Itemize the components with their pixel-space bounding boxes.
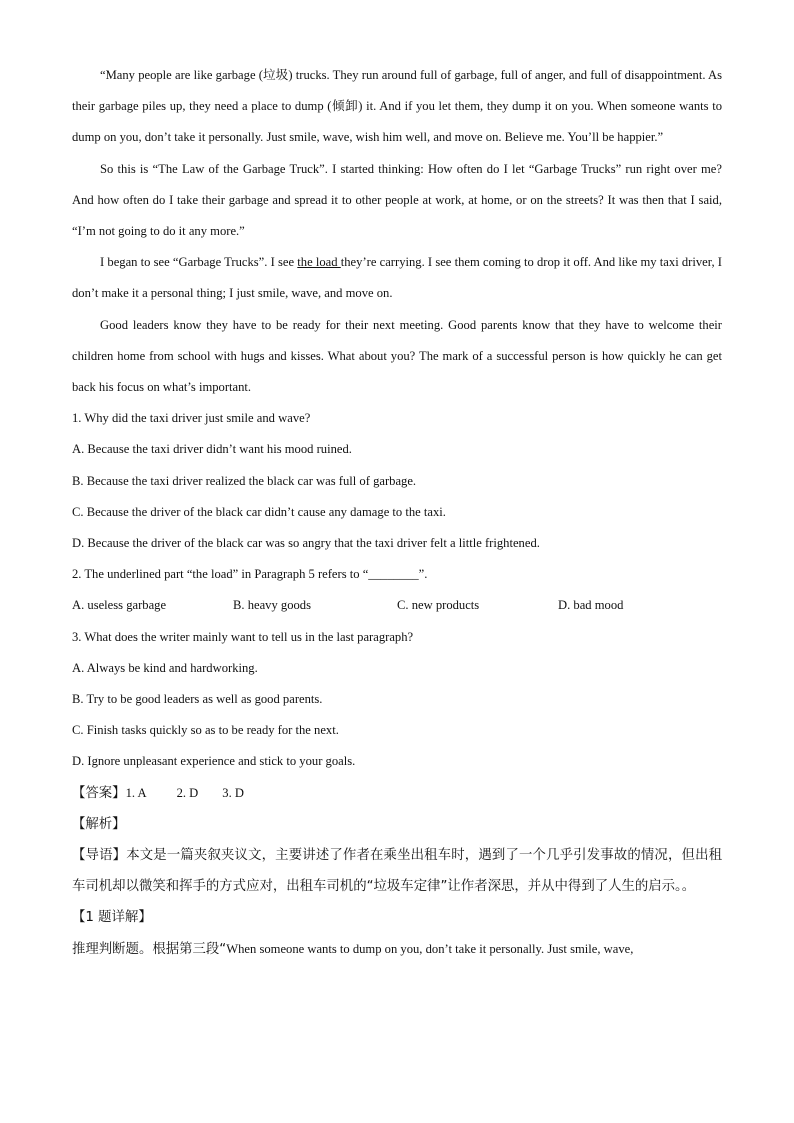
question-1-stem: 1. Why did the taxi driver just smile and wave? [72,411,311,426]
detail-1-text-en: When someone wants to dump on you, don’t take it personally. Just smile, wave, [226,941,634,956]
guide-label: 【导语】 [72,848,127,864]
answer-line [72,778,722,809]
detail-1-label: 【1 题详解】 [72,910,152,926]
question-1-option-b: B. Because the taxi driver realized the black car was full of garbage. [72,473,417,488]
question-2-option-d: D. bad mood [558,598,624,613]
paragraph-3-before: I began to see “Garbage Trucks”. I see [100,255,298,270]
question-2-options [72,590,722,621]
question-3-option-a: A. Always be kind and hardworking. [72,660,258,675]
question-1-option-d: D. Because the driver of the black car was so angry that the taxi driver felt a little frightened. [72,536,540,551]
question-3-stem: 3. What does the writer mainly want to tell us in the last paragraph? [72,629,414,644]
question-3-option-d: D. Ignore unpleasant experience and stick to your goals. [72,754,356,769]
detail-1-text-zh: 推理判断题。根据第三段“ [72,941,227,957]
question-1-option-a: A. Because the taxi driver didn’t want his mood ruined. [72,442,352,457]
question-2-stem: 2. The underlined part “the load” in Paragraph 5 refers to “________”. [72,567,428,582]
answer-3: 3. D [222,785,244,800]
answer-label: 【答案】 [72,785,126,801]
question-1-option-c: C. Because the driver of the black car didn’t cause any damage to the taxi. [72,504,446,519]
answer-2: 2. D [176,785,199,800]
paragraph-3 [72,247,722,309]
paragraph-1: “Many people are like garbage (垃圾) trucks. They run around full of garbage, full of anger, and full of disappointment. As their garbage piles up, they need a place to dump (倾卸) it. And if you let them, they dump it on you. When someone wants to dump on you, don’t take it personally. Just smile, wave, wish him well, and move on. Believe me. You’ll be happier.” [72,68,722,145]
analysis-label: 【解析】 [72,816,126,832]
underlined-the-load: the load [297,255,341,270]
detail-1-text [72,934,722,965]
question-2-option-a: A. useless garbage [72,598,167,613]
paragraph-4: Good leaders know they have to be ready for their next meeting. Good parents know that they have to welcome their children home from school with hugs and kisses. What about you? The mark of a successful person is how quickly he can get back his focus on what’s important. [72,317,722,395]
guide-text: 本文是一篇夹叙夹议文，主要讲述了作者在乘坐出租车时，遇到了一个几乎引发事故的情况，但出租车司机却以微笑和挥手的方式应对，出租车司机的“垃圾车定律”让作者深思，并从中得到了人生的启示。。 [72,848,723,895]
answer-1: 1. A [125,785,147,800]
paragraph-2: So this is “The Law of the Garbage Truck”. I started thinking: How often do I let “Garbage Trucks” run right over me? And how often do I take their garbage and spread it to other people at work, at home, or on the streets? It was then that I said, “I’m not going to do it any more.” [72,161,722,239]
paragraph-3-after: they’re carrying. I see them coming to drop it off. And like my taxi driver, I don’t make it a personal thing; I just smile, wave, and move on. [72,255,722,301]
question-3-option-b: B. Try to be good leaders as well as good parents. [72,692,323,707]
document-page [72,60,722,965]
question-3-option-c: C. Finish tasks quickly so as to be ready for the next. [72,723,339,738]
question-2-option-c: C. new products [397,598,480,613]
guide-paragraph [72,840,722,902]
question-2-option-b: B. heavy goods [233,598,312,613]
